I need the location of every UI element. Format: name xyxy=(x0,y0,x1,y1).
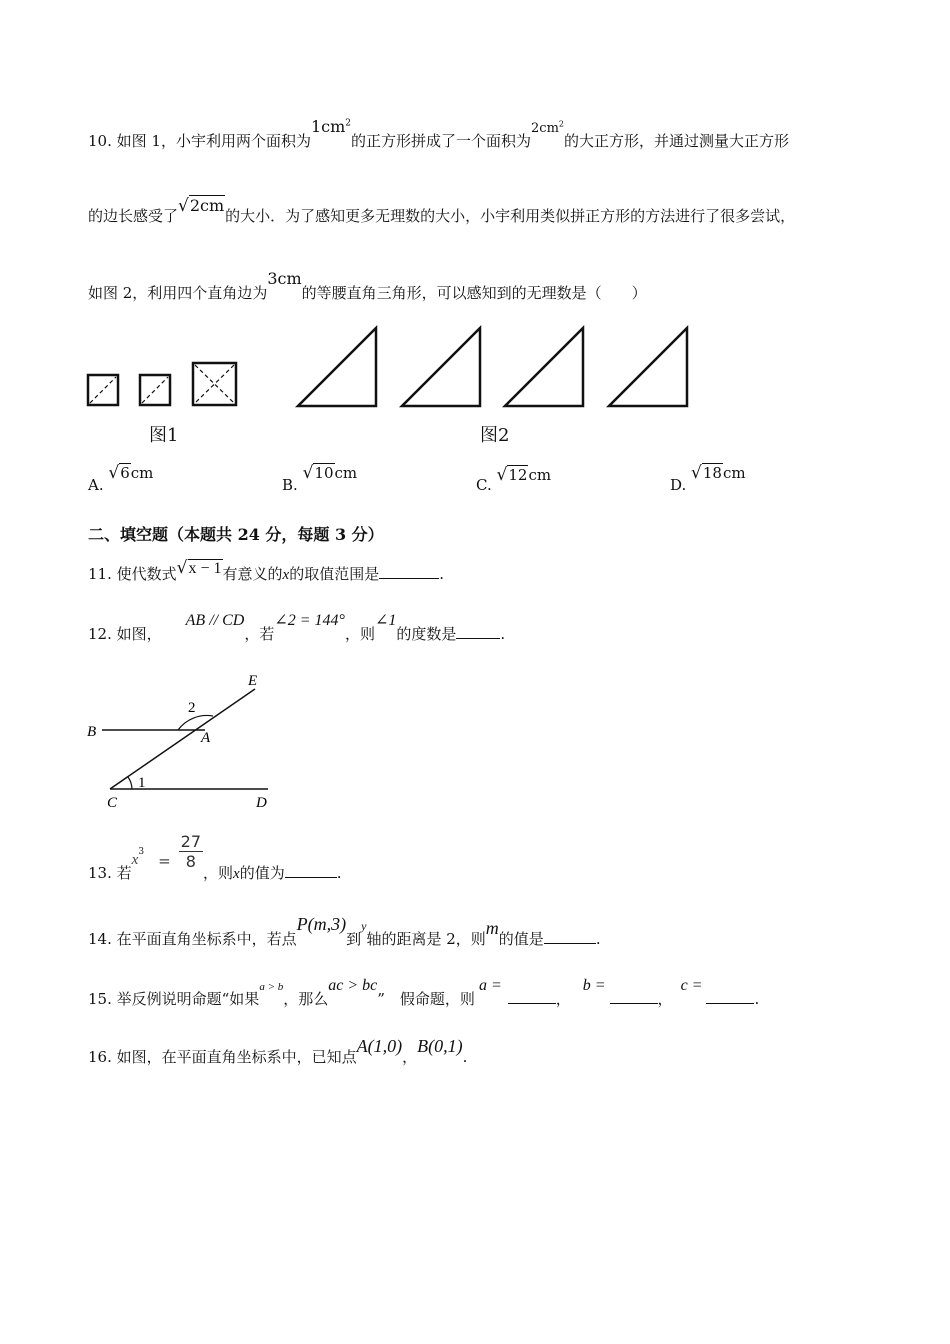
q11-answer-blank[interactable] xyxy=(379,578,439,579)
line-ce xyxy=(110,689,255,789)
triangle-2 xyxy=(402,328,480,406)
label-b: B xyxy=(87,724,97,740)
label-e: E xyxy=(248,673,258,689)
q12: 12. 如图，AB // CD，若∠2 = 144°，则∠1的度数是 . xyxy=(88,612,506,643)
big-square xyxy=(193,363,236,405)
figure-1-squares xyxy=(88,363,236,405)
q13-answer-blank[interactable] xyxy=(285,877,337,878)
option-d[interactable]: D. √18cm xyxy=(670,463,746,494)
triangle-4 xyxy=(609,328,687,406)
q16: 16. 如图，在平面直角坐标系中，已知点A(1,0)，B(0,1). xyxy=(88,1036,468,1066)
area-1cm2: $1cm^2$ xyxy=(310,117,352,136)
section-2-heading: 二、填空题（本题共 24 分，每题 3 分） xyxy=(88,525,384,544)
area-2cm2: $2cm^2$ xyxy=(531,119,565,136)
triangle-1 xyxy=(298,328,376,406)
q12-answer-blank[interactable] xyxy=(456,638,500,639)
label-d: D xyxy=(256,795,267,811)
q14-answer-blank[interactable] xyxy=(544,943,596,944)
label-angle-1: 1 xyxy=(138,775,146,791)
option-a[interactable]: A. √6cm xyxy=(88,463,154,494)
q12-figure xyxy=(80,668,290,813)
figure-2-triangles xyxy=(298,328,687,406)
figures-1-2 xyxy=(80,320,700,420)
q15: 15. 举反例说明命题“如果$^{a > b}$，那么ac > bc” 假命题，则a =，b =，c =. xyxy=(88,977,760,1008)
sqrt-2cm: √2cm xyxy=(178,196,225,216)
q10-line-2: 的边长感受了√2cm的大小．为了感知更多无理数的大小，小宇利用类似拼正方形的方法进行了很多尝试， xyxy=(88,196,796,225)
q13: 13. 若$x^3$ = $\frac{27}{8}$ ，则x的值为 . xyxy=(88,832,342,882)
q15-c-blank[interactable] xyxy=(706,1003,754,1004)
q14: 14. 在平面直角坐标系中，若点P(m,3)到$^y$轴的距离是 2，则m的值是 . xyxy=(88,914,601,948)
fig1-caption: 图1 xyxy=(149,425,179,446)
q15-a-blank[interactable] xyxy=(508,1003,556,1004)
q11: 11. 使代数式√x − 1有意义的x的取值范围是 . xyxy=(88,558,445,583)
label-c: C xyxy=(107,795,118,811)
q10-line-1: 10. 如图 1，小宇利用两个面积为$1cm^2$的正方形拼成了一个面积为$2cm^2$的大正方形，并通过测量大正方形 xyxy=(88,117,790,150)
label-a: A xyxy=(201,730,211,746)
q10-line-3: 如图 2，利用四个直角边为3cm的等腰直角三角形，可以感知到的无理数是（ ） xyxy=(88,269,647,302)
angle-1-arc xyxy=(128,777,132,789)
angle-2-arc xyxy=(178,715,213,730)
q15-b-blank[interactable] xyxy=(610,1003,658,1004)
label-angle-2: 2 xyxy=(188,700,196,716)
option-c[interactable]: C. √12cm xyxy=(476,465,552,494)
triangle-3 xyxy=(505,328,583,406)
fig2-caption: 图2 xyxy=(480,425,510,446)
option-b[interactable]: B. √10cm xyxy=(282,463,358,494)
